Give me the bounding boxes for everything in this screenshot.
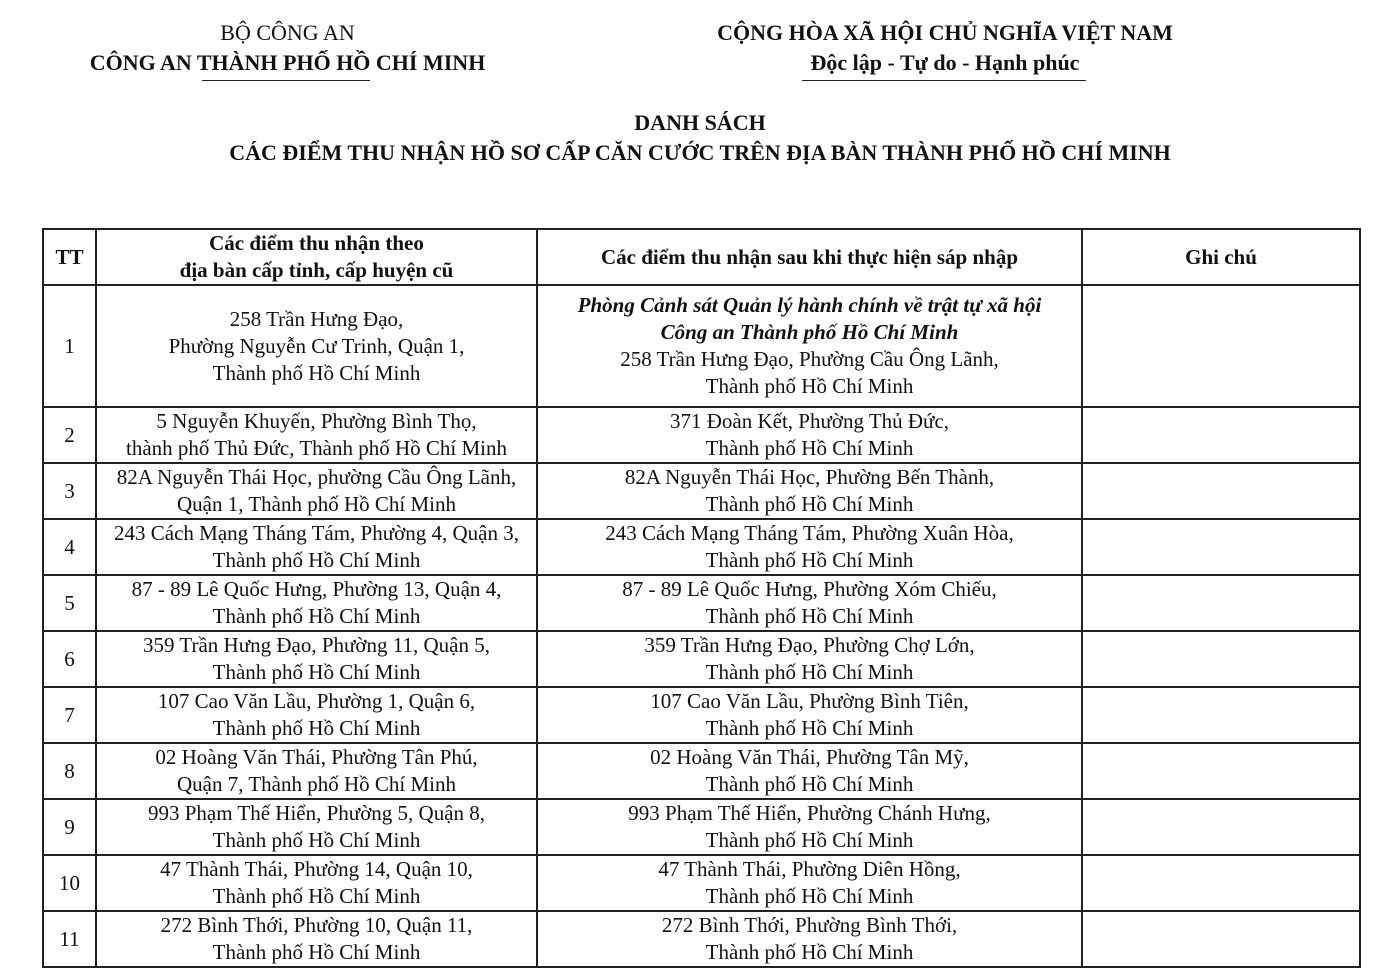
header-new-locations: Các điểm thu nhận sau khi thực hiện sáp nhập [537, 229, 1082, 285]
new-address-line: 258 Trần Hưng Đạo, Phường Cầu Ông Lãnh, [620, 347, 999, 371]
new-address-line: 47 Thành Thái, Phường Diên Hồng, [658, 857, 961, 881]
table-row [43, 575, 1360, 631]
table-row [43, 687, 1360, 743]
cell-new-location [537, 575, 1082, 631]
cell-tt: 7 [43, 687, 96, 743]
table-row [43, 799, 1360, 855]
table-row [43, 463, 1360, 519]
cell-note [1082, 631, 1360, 687]
new-address-line: Thành phố Hồ Chí Minh [705, 436, 914, 460]
table-row [43, 911, 1360, 967]
header-note: Ghi chú [1082, 229, 1360, 285]
cell-old-location [96, 743, 537, 799]
header-tt: TT [43, 229, 96, 285]
old-address-line: Thành phố Hồ Chí Minh [212, 940, 421, 964]
office-name-line: Phòng Cảnh sát Quản lý hành chính về trật tự xã hội [577, 293, 1042, 317]
cell-new-location [537, 407, 1082, 463]
old-address-line: 5 Nguyễn Khuyến, Phường Bình Thọ, [156, 409, 477, 433]
cell-tt: 3 [43, 463, 96, 519]
header-old-line-2: địa bàn cấp tỉnh, cấp huyện cũ [179, 258, 454, 282]
table-row [43, 855, 1360, 911]
cell-tt: 10 [43, 855, 96, 911]
cell-note [1082, 743, 1360, 799]
cell-old-location [96, 911, 537, 967]
country-name: CỘNG HÒA XÃ HỘI CHỦ NGHĨA VIỆT NAM [717, 20, 1173, 45]
old-address-line: 02 Hoàng Văn Thái, Phường Tân Phú, [155, 745, 478, 769]
old-address-line: 272 Bình Thới, Phường 10, Quận 11, [160, 913, 473, 937]
cell-note [1082, 575, 1360, 631]
old-address-line: Thành phố Hồ Chí Minh [212, 604, 421, 628]
cell-old-location [96, 519, 537, 575]
cell-note [1082, 463, 1360, 519]
new-address-line: Thành phố Hồ Chí Minh [705, 492, 914, 516]
cell-old-location [96, 855, 537, 911]
header-old-locations [96, 229, 537, 285]
cell-old-location [96, 407, 537, 463]
table-row [43, 631, 1360, 687]
cell-note [1082, 285, 1360, 407]
new-address-line: 02 Hoàng Văn Thái, Phường Tân Mỹ, [650, 745, 969, 769]
new-address-line: Thành phố Hồ Chí Minh [705, 548, 914, 572]
cell-old-location [96, 631, 537, 687]
cell-tt: 9 [43, 799, 96, 855]
cell-new-location [537, 285, 1082, 407]
new-address-line: 82A Nguyễn Thái Học, Phường Bến Thành, [624, 465, 995, 489]
old-address-line: 993 Phạm Thế Hiển, Phường 5, Quận 8, [147, 801, 486, 825]
new-address-line: 87 - 89 Lê Quốc Hưng, Phường Xóm Chiếu, [622, 577, 997, 601]
table-row [43, 407, 1360, 463]
old-address-line: 87 - 89 Lê Quốc Hưng, Phường 13, Quận 4, [131, 577, 502, 601]
old-address-line: Quận 7, Thành phố Hồ Chí Minh [176, 772, 457, 796]
cell-new-location [537, 743, 1082, 799]
header-old-line-1: Các điểm thu nhận theo [209, 231, 424, 255]
cell-old-location [96, 799, 537, 855]
old-address-line: 82A Nguyễn Thái Học, phường Cầu Ông Lãnh, [116, 465, 517, 489]
cell-note [1082, 407, 1360, 463]
new-address-line: Thành phố Hồ Chí Minh [705, 660, 914, 684]
cell-note [1082, 855, 1360, 911]
cell-note [1082, 799, 1360, 855]
old-address-line: 258 Trần Hưng Đạo, [229, 306, 404, 331]
cell-new-location [537, 911, 1082, 967]
cell-tt: 6 [43, 631, 96, 687]
cell-new-location [537, 463, 1082, 519]
cell-tt: 5 [43, 575, 96, 631]
cell-new-location [537, 799, 1082, 855]
cell-new-location [537, 519, 1082, 575]
old-address-line: 243 Cách Mạng Tháng Tám, Phường 4, Quận 3, [114, 521, 519, 545]
old-address-line: Thành phố Hồ Chí Minh [212, 884, 421, 908]
cell-note [1082, 519, 1360, 575]
agency-name: CÔNG AN THÀNH PHỐ HỒ CHÍ MINH [89, 50, 486, 75]
new-address-line: 993 Phạm Thế Hiển, Phường Chánh Hưng, [628, 801, 991, 825]
cell-new-location [537, 855, 1082, 911]
new-address-line: 359 Trần Hưng Đạo, Phường Chợ Lớn, [644, 633, 975, 657]
old-address-line: Thành phố Hồ Chí Minh [212, 360, 421, 385]
cell-old-location [96, 463, 537, 519]
cell-note [1082, 687, 1360, 743]
title-line-1: DANH SÁCH [634, 110, 766, 135]
new-address-line: 272 Bình Thới, Phường Bình Thới, [661, 913, 958, 937]
old-address-line: Thành phố Hồ Chí Minh [212, 716, 421, 740]
old-address-line: 107 Cao Văn Lầu, Phường 1, Quận 6, [157, 689, 476, 713]
old-address-line: Thành phố Hồ Chí Minh [212, 660, 421, 684]
office-name-line: Công an Thành phố Hồ Chí Minh [660, 320, 959, 344]
table-header-row [43, 229, 1360, 285]
new-address-line: 107 Cao Văn Lầu, Phường Bình Tiên, [650, 689, 969, 713]
national-header [690, 18, 1200, 78]
cell-tt: 1 [43, 285, 96, 407]
cell-tt: 11 [43, 911, 96, 967]
old-address-line: Phường Nguyễn Cư Trinh, Quận 1, [168, 333, 465, 358]
national-motto: Độc lập - Tự do - Hạnh phúc [810, 50, 1080, 75]
new-address-line: Thành phố Hồ Chí Minh [705, 772, 914, 796]
new-address-line: Thành phố Hồ Chí Minh [705, 884, 914, 908]
new-address-line: 243 Cách Mạng Tháng Tám, Phường Xuân Hòa, [605, 521, 1014, 545]
table-row [43, 285, 1360, 407]
table-row [43, 743, 1360, 799]
table-row [43, 519, 1360, 575]
cell-old-location [96, 285, 537, 407]
old-address-line: Thành phố Hồ Chí Minh [212, 548, 421, 572]
cell-new-location [537, 631, 1082, 687]
new-address-line: Thành phố Hồ Chí Minh [705, 604, 914, 628]
cell-new-location [537, 687, 1082, 743]
new-address-line: Thành phố Hồ Chí Minh [705, 940, 914, 964]
locations-table [42, 228, 1361, 968]
agency-header [40, 18, 535, 78]
title-line-2: CÁC ĐIỂM THU NHẬN HỒ SƠ CẤP CĂN CƯỚC TRÊN ĐỊA BÀN THÀNH PHỐ HỒ CHÍ MINH [229, 140, 1171, 165]
new-address-line: Thành phố Hồ Chí Minh [705, 374, 914, 398]
old-address-line: Thành phố Hồ Chí Minh [212, 828, 421, 852]
ministry-name: BỘ CÔNG AN [220, 20, 355, 45]
document-title [0, 108, 1390, 168]
new-address-line: Thành phố Hồ Chí Minh [705, 716, 914, 740]
old-address-line: Quận 1, Thành phố Hồ Chí Minh [176, 492, 457, 516]
old-address-line: 359 Trần Hưng Đạo, Phường 11, Quận 5, [143, 633, 490, 657]
old-address-line: thành phố Thủ Đức, Thành phố Hồ Chí Minh [125, 436, 507, 460]
agency-underline [202, 80, 370, 81]
cell-tt: 8 [43, 743, 96, 799]
cell-old-location [96, 575, 537, 631]
cell-old-location [96, 687, 537, 743]
new-address-line: Thành phố Hồ Chí Minh [705, 828, 914, 852]
old-address-line: 47 Thành Thái, Phường 14, Quận 10, [160, 857, 473, 881]
new-address-line: 371 Đoàn Kết, Phường Thủ Đức, [669, 409, 950, 433]
cell-note [1082, 911, 1360, 967]
cell-tt: 4 [43, 519, 96, 575]
motto-underline [802, 80, 1086, 81]
cell-tt: 2 [43, 407, 96, 463]
